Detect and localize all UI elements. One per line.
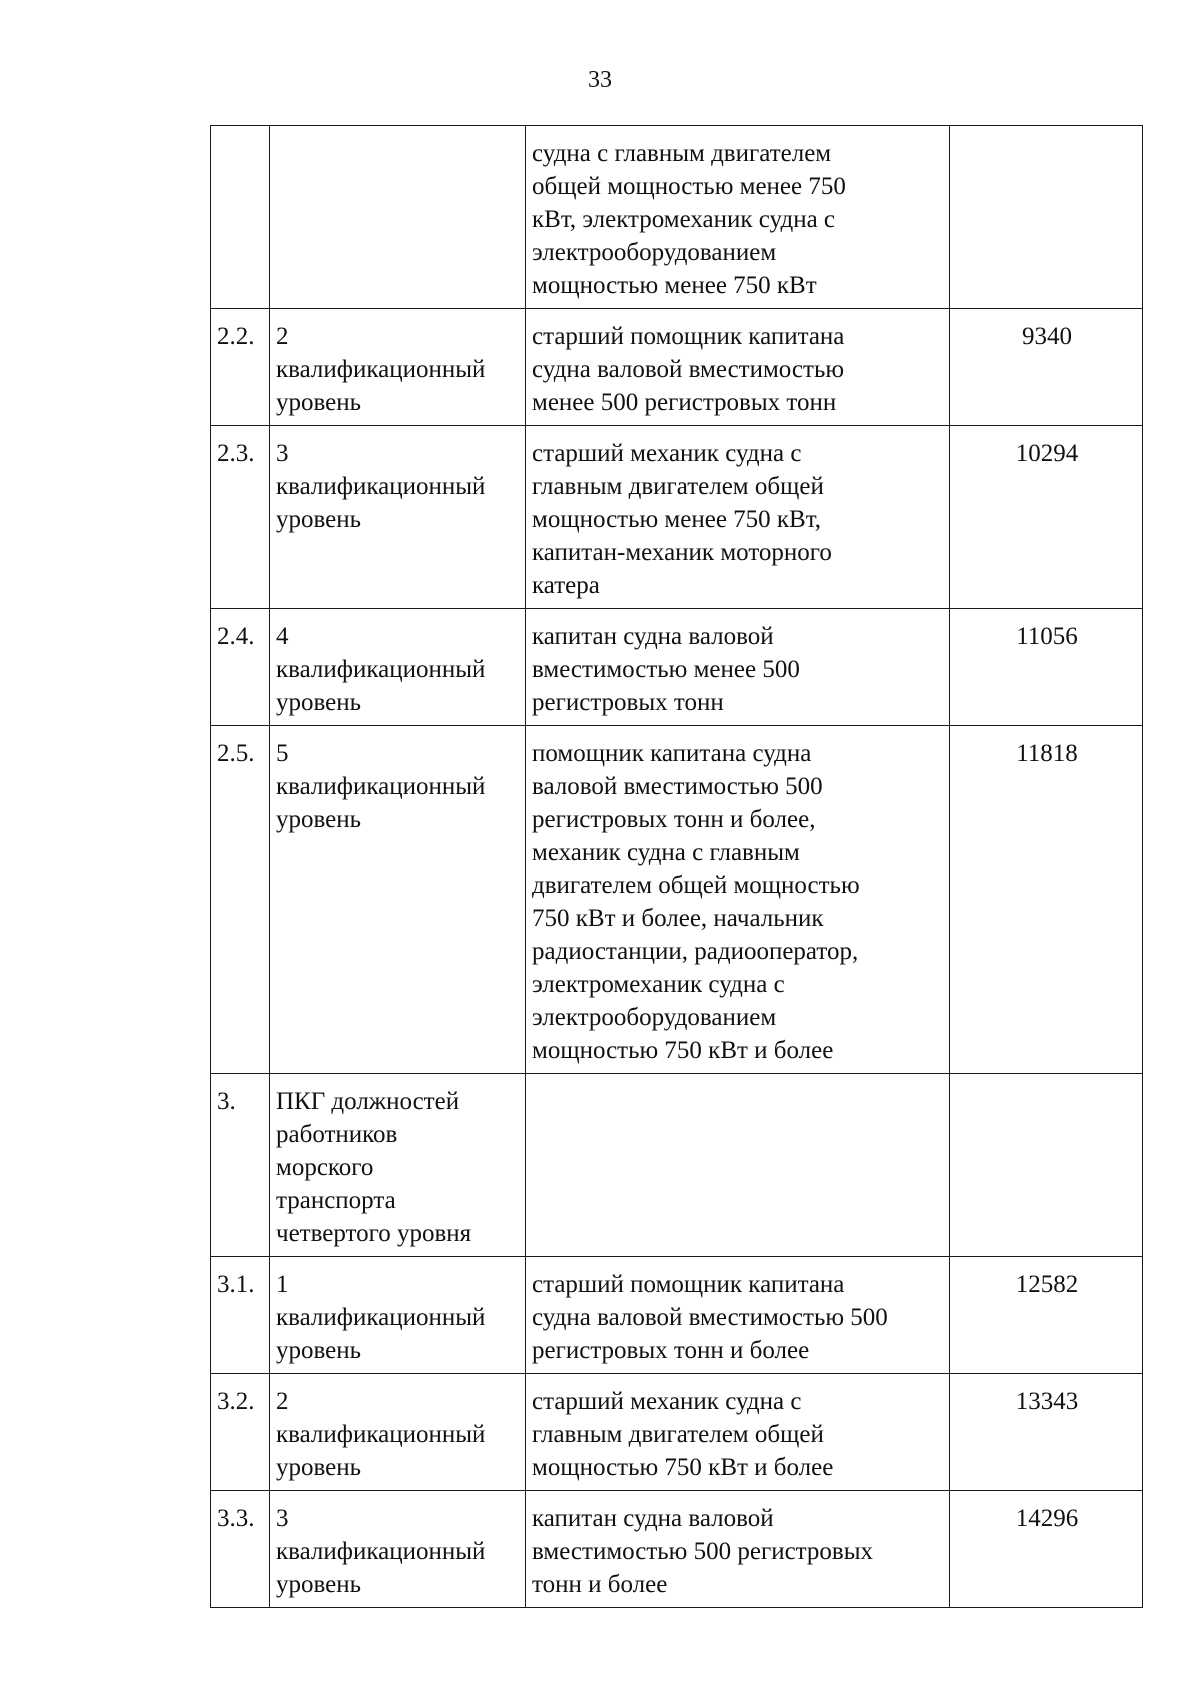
salary-cell: 11056: [950, 609, 1143, 726]
table-row: [211, 1074, 1143, 1257]
qualification-level-cell: ПКГ должностей работников морского транспорта четвертого уровня: [270, 1074, 526, 1257]
qualification-level-cell: 2 квалификационный уровень: [270, 1374, 526, 1491]
qualification-level-cell: 1 квалификационный уровень: [270, 1257, 526, 1374]
qualification-level-cell: 2 квалификационный уровень: [270, 309, 526, 426]
salary-cell: 13343: [950, 1374, 1143, 1491]
salary-cell: 12582: [950, 1257, 1143, 1374]
row-number-cell: 2.2.: [211, 309, 270, 426]
qualification-level-cell: 4 квалификационный уровень: [270, 609, 526, 726]
positions-cell: старший помощник капитана судна валовой вместимостью менее 500 регистровых тонн: [526, 309, 950, 426]
salary-cell: [950, 126, 1143, 309]
row-number-cell: 2.3.: [211, 426, 270, 609]
table-row: [211, 426, 1143, 609]
salary-cell: 14296: [950, 1491, 1143, 1608]
row-number-cell: 2.5.: [211, 726, 270, 1074]
table-row: [211, 726, 1143, 1074]
row-number-cell: 3.3.: [211, 1491, 270, 1608]
table-row: [211, 309, 1143, 426]
positions-cell: помощник капитана судна валовой вместимостью 500 регистровых тонн и более, механик судна с главным двигателем общей мощностью 750 кВт и более, начальник радиостанции, радиооператор, электромеханик судна с электрооборудованием мощностью 750 кВт и более: [526, 726, 950, 1074]
positions-cell: судна с главным двигателем общей мощностью менее 750 кВт, электромеханик судна с электрооборудованием мощностью менее 750 кВт: [526, 126, 950, 309]
table-row: [211, 1491, 1143, 1608]
salary-cell: 11818: [950, 726, 1143, 1074]
salary-cell: [950, 1074, 1143, 1257]
table-row: [211, 1374, 1143, 1491]
row-number-cell: 3.: [211, 1074, 270, 1257]
table-row: [211, 1257, 1143, 1374]
positions-cell: старший механик судна с главным двигателем общей мощностью менее 750 кВт, капитан-механик моторного катера: [526, 426, 950, 609]
positions-cell: капитан судна валовой вместимостью 500 регистровых тонн и более: [526, 1491, 950, 1608]
salary-cell: 10294: [950, 426, 1143, 609]
row-number-cell: 3.1.: [211, 1257, 270, 1374]
positions-cell: старший помощник капитана судна валовой вместимостью 500 регистровых тонн и более: [526, 1257, 950, 1374]
table-row: [211, 126, 1143, 309]
row-number-cell: 3.2.: [211, 1374, 270, 1491]
salary-table: [210, 125, 1143, 1608]
page-number: 33: [588, 67, 612, 93]
row-number-cell: [211, 126, 270, 309]
positions-cell: [526, 1074, 950, 1257]
positions-cell: капитан судна валовой вместимостью менее 500 регистровых тонн: [526, 609, 950, 726]
qualification-level-cell: 3 квалификационный уровень: [270, 426, 526, 609]
qualification-level-cell: [270, 126, 526, 309]
salary-cell: 9340: [950, 309, 1143, 426]
positions-cell: старший механик судна с главным двигателем общей мощностью 750 кВт и более: [526, 1374, 950, 1491]
qualification-level-cell: 5 квалификационный уровень: [270, 726, 526, 1074]
row-number-cell: 2.4.: [211, 609, 270, 726]
table-row: [211, 609, 1143, 726]
qualification-level-cell: 3 квалификационный уровень: [270, 1491, 526, 1608]
